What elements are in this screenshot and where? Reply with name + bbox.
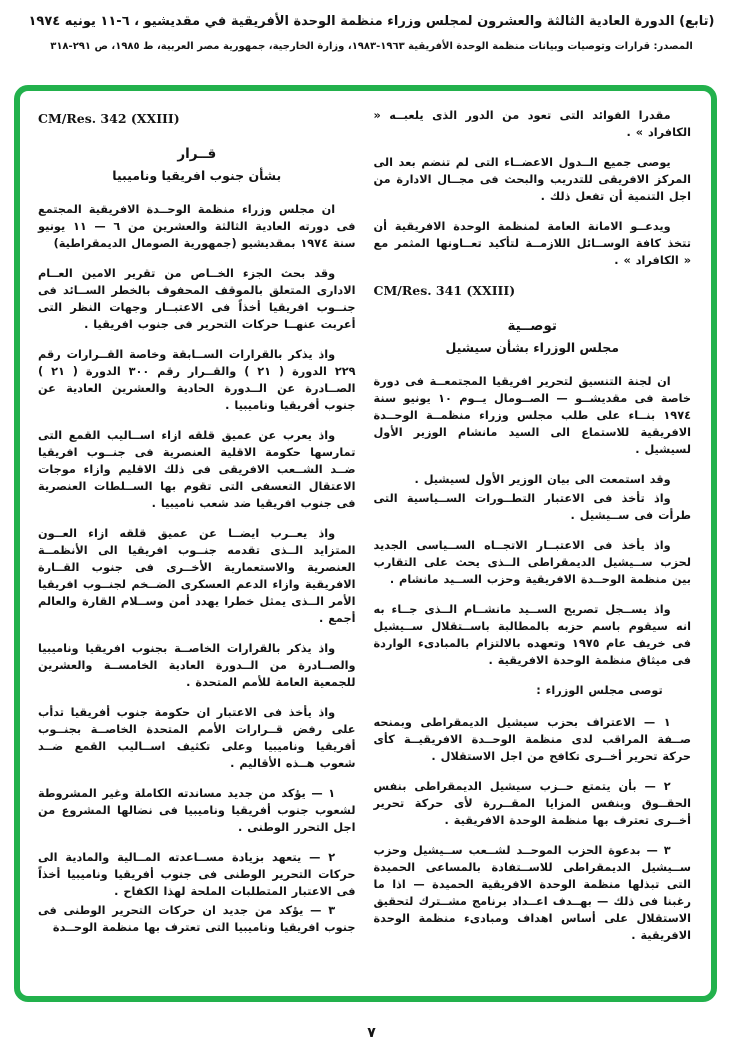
resolution-title: توصــية bbox=[507, 318, 557, 334]
paragraph: ٢ — يتعهد بزيادة مســاعدته المــالية والمادية الى حركات التحرير الوطنى فى جنوب أفريقيا وناميبيا أخذاً فى الاعتبار المتطلبات الملحة لهذا الكفاح . bbox=[38, 851, 356, 898]
header-source-note: المصدر: قرارات وتوصيات وبيانات منظمة الوحدة الأفريقية ١٩٦٣-١٩٨٣، وزارة الخارجية، جمهورية مصر العربية، ط ١٩٨٥، ص ٢٩١-٣١٨ bbox=[50, 40, 693, 52]
paragraph: واذ يعرب عن عميق قلقه ازاء اســاليب القمع التى تمارسها حكومة الاقلية العنصرية فى جنــوب افريقيا ضــد الشــعب الافريقى فى ذلك الاقليم وازاء موجات الاعتقال التعسفى التى تقوم بها الســلطات العنصرية فى جنوب افريقيا ضد شعب ناميبيا . bbox=[38, 429, 356, 510]
continuation-paragraph: يوصى جميع الــدول الاعضــاء التى لم تنضم بعد الى المركز الافريقى للتدريب والبحث فى مجــال الادارة من اجل التنمية أن تفعل ذلك . bbox=[373, 156, 691, 203]
column-left bbox=[38, 107, 356, 986]
paragraph: ١ — الاعتراف بحزب سيشيل الديمقراطى وبمنحه صــفة المراقب لدى منظمة الوحــدة الافريقيــة كأى حركة تحرير أخــرى تكافح من اجل الاستقلال . bbox=[373, 716, 691, 763]
paragraph: ١ — يؤكد من جديد مساندته الكاملة وغير المشروطة لشعوب جنوب أفريقيا وناميبيا فى نضالها المشروع من اجل التحرر الوطنى . bbox=[38, 787, 356, 834]
paragraph: ان لجنة التنسيق لتحرير افريقيا المجتمعــة فى دورة خاصة فى مقديشــو — الصــومال يــوم ١٠ يونيو سنة ١٩٧٤ بنــاء على طلب مجلس وزراء منظمــة الوحــدة الافريقية للاستماع الى السيد مانشام الوزير الأول لسيشيل . bbox=[373, 375, 691, 456]
resolution-title: قــرار bbox=[177, 146, 217, 162]
paragraph: واذ يذكر بالقرارات الســابقة وخاصة القــرارات رقم ٢٢٩ الدورة ( ٢١ ) والقــرار رقم ٣٠٠ الدورة ( ٢١ ) الصــادرة عن الــدورة الحادية والعشرين العادية عن جنوب أفريقيا وناميبيا . bbox=[38, 348, 356, 412]
page-number: ٧ bbox=[367, 1025, 376, 1041]
resolution-subtitle: بشأن جنوب افريقيا وناميبيا bbox=[112, 168, 282, 183]
resolution-subtitle: مجلس الوزراء بشأن سيشيل bbox=[445, 340, 620, 355]
paragraph: واذ يســجل تصريح الســيد مانشــام الــذى جــاء به انه سيقوم باسم حزبه بالمطالبة باســتقلال ســيشيل فى خريف عام ١٩٧٥ وتعهده بالالتزام بالمبادىء الواردة فى ميثاق منظمة الوحدة الافريقية . bbox=[373, 603, 691, 667]
paragraph: واذ يعــرب ايضــا عن عميق قلقه ازاء العــون المتزايد الــذى تقدمه جنــوب افريقيا الى الأنظمــة العنصرية والاستعمارية الأخــرى فى جنوب القــارة الافريقية وازاء الدعم العسكرى الضــخم لجنــوب افريقيا الأمر الــذى يمثل خطرا يهدد أمن وســلام القارة والعالم أجمع . bbox=[38, 527, 356, 625]
paragraph: واذ يأخذ فى الاعتبــار الاتجــاه الســياسى الجديد لحزب ســيشيل الديمقراطى الــذى يحث على التقارب بين منظمة الوحــدة الافريقية وحزب الســيد مانشام . bbox=[373, 539, 691, 586]
paragraph: واذ يأخذ فى الاعتبار ان حكومة جنوب أفريقيا تدأب على رفض قــرارات الأمم المتحدة الخاصــة بجنــوب أفريقيا وناميبيا وعلى تكثيف اســاليب القمع ضــد شعوب هــذه الأقاليم . bbox=[38, 706, 356, 770]
paragraph: ٣ — بدعوة الحزب الموحــد لشــعب ســيشيل وحزب ســيشيل الديمقراطى للاســتفادة بالمساعى الحميدة التى تبذلها منظمة الوحدة الافريقية الحميدة — اذا ما رغبنا فى ذلك — بهــدف اعــداد برنامج مشــترك لتحقيق الاستقلال على أساس اهداف ومبادىء منظمة الوحدة الافريقية . bbox=[373, 844, 691, 942]
green-frame bbox=[14, 85, 717, 1002]
paragraph: وقد استمعت الى بيان الوزير الأول لسيشيل . bbox=[414, 473, 671, 486]
doc-ref-cm-res-342: CM/Res. 342 (XXIII) bbox=[38, 111, 180, 126]
doc-ref-cm-res-341: CM/Res. 341 (XXIII) bbox=[373, 283, 516, 298]
paragraph: ان مجلس وزراء منظمة الوحــدة الافريقية المجتمع فى دورته العادية الثالثة والعشرين من ٦ — ١١ يونيو سنة ١٩٧٤ بمقديشيو (جمهورية الصومال الديمقراطية) bbox=[38, 203, 356, 250]
paragraph: ٣ — يؤكد من جديد ان حركات التحرير الوطنى فى جنوب افريقيا وناميبيا التى تعترف بها منظمة الوحــدة bbox=[38, 904, 356, 934]
frame-content bbox=[20, 91, 711, 996]
paragraph: وقد بحث الجزء الخــاص من تقرير الامين العــام الادارى المتعلق بالموقف المحفوف بالخطر الســائد فى جنــوب افريقيا أخذاً فى الاعتبــار وجهات النظر التى أعربت عنهــا حركات التحرير فى جنوب افريقيا . bbox=[38, 267, 356, 331]
column-right bbox=[374, 107, 692, 986]
paragraph: واذ تأخذ فى الاعتبار التطــورات الســياسية التى طرأت فى ســيشيل . bbox=[373, 492, 691, 522]
paragraph: واذ يذكر بالقرارات الخاصــة بجنوب افريقيا وناميبيا والصــادرة من الــدورة العادية الخامســة والعشرين للجمعية العامة للأمم المتحدة . bbox=[38, 642, 356, 689]
header-title: (تابع) الدورة العادية الثالثة والعشرون لمجلس وزراء منظمة الوحدة الأفريقية في مقديشيو ، ٦-١١ يونيه ١٩٧٤ bbox=[28, 14, 715, 29]
paragraph: ٢ — بأن يتمتع حــزب سيشيل الديمقراطى بنفس الحقــوق وبنفس المزايا المقــررة لأى حركة تحرير أخــرى تعترف بها منظمة الوحدة الافريقية . bbox=[373, 780, 691, 827]
paragraph: توصى مجلس الوزراء : bbox=[536, 684, 663, 697]
continuation-paragraph: ويدعــو الامانة العامة لمنظمة الوحدة الافريقية أن تتخذ كافة الوســائل اللازمــة لتأكيد تعــاونها المثمر مع « الكافراد » . bbox=[373, 220, 691, 267]
page-header bbox=[10, 12, 733, 54]
continuation-paragraph: مقدرا الفوائد التى تعود من الدور الذى يلعبــه « الكافراد » . bbox=[373, 109, 691, 139]
